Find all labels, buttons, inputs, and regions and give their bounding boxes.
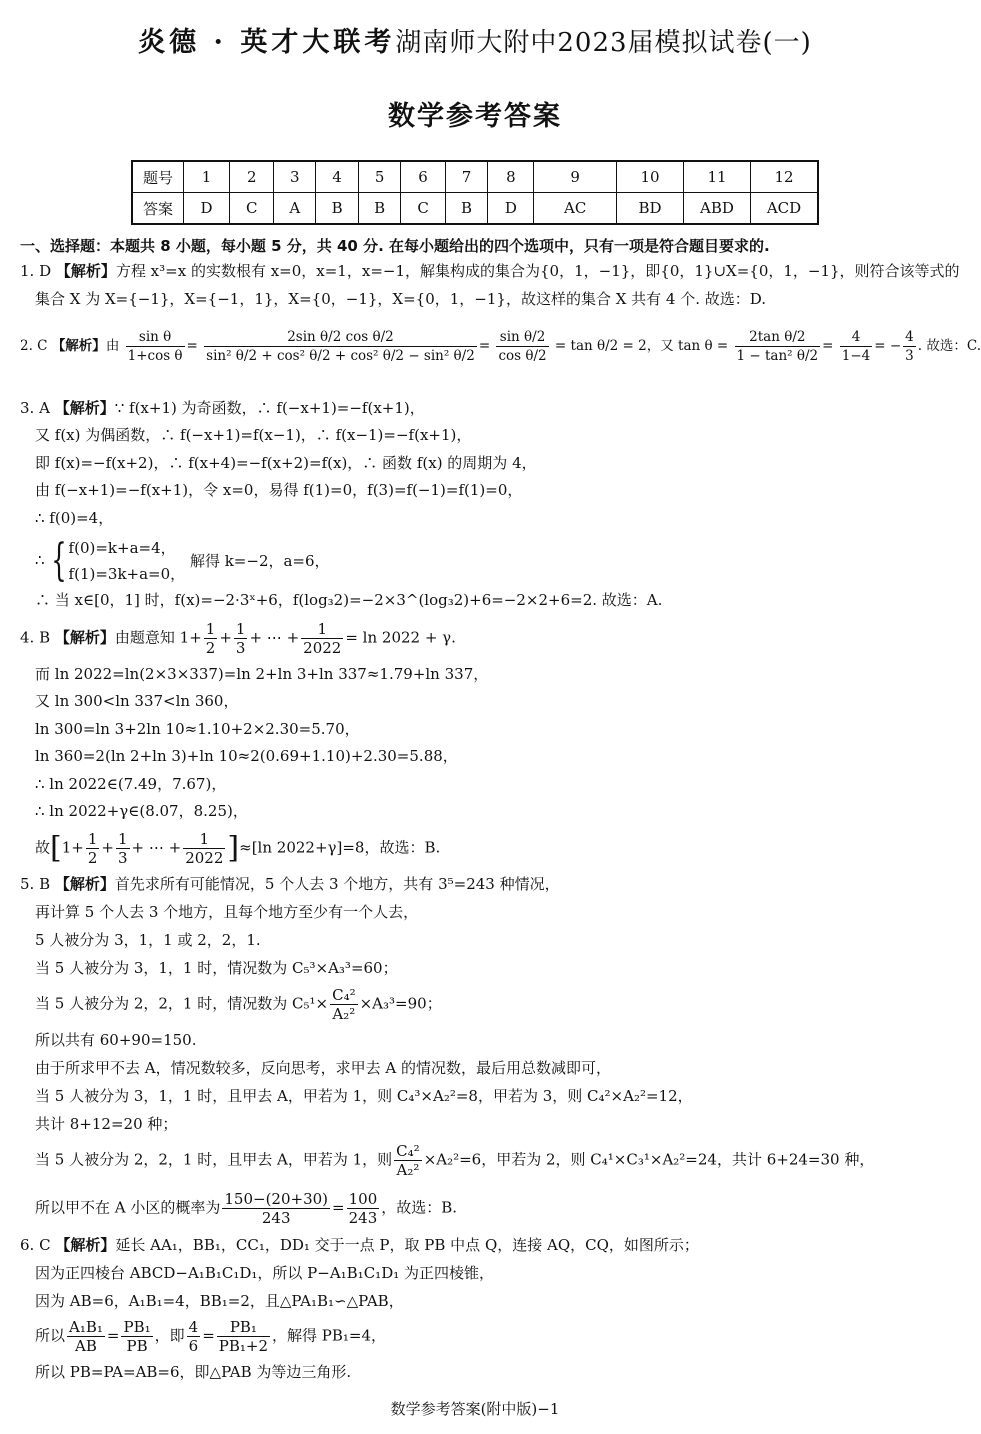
q2-fraction-3 [496, 328, 548, 365]
q5-l11-prefix: 所以甲不在 A 小区的概率为 [35, 1198, 221, 1217]
q6-l4-mid: ，即 [154, 1326, 185, 1345]
number-cell: 10 [617, 161, 684, 193]
question-number-row [132, 161, 818, 193]
q4-harmonic-1b [86, 830, 100, 867]
page-subtitle: 数学参考答案 [388, 101, 562, 132]
brand-name: 炎德 · 英才大联考 [138, 27, 396, 58]
q5-text-9: 共计 8+12=20 种； [35, 1115, 178, 1133]
q2-fraction-4 [735, 328, 821, 365]
equation-system [69, 535, 186, 587]
answer-table [131, 160, 819, 225]
q3-system [35, 535, 330, 587]
answer-cell: ABD [684, 193, 751, 225]
denominator: 2022 [303, 639, 342, 657]
q5-text-7: 由于所求甲不去 A，情况数较多，反向思考，求甲去 A 的情况数，最后用总数减即可， [35, 1059, 611, 1077]
denominator: 1+cos θ [127, 348, 183, 364]
numerator: 4 [840, 328, 873, 347]
q2-middle: = tan θ/2 = 2，又 tan θ = [554, 338, 729, 354]
numerator: 1 [301, 620, 343, 639]
denominator: 243 [348, 1209, 378, 1227]
q4-tail: = ln 2022 + γ. [345, 628, 456, 647]
q6-line-1 [20, 1235, 699, 1255]
number-cell: 6 [401, 161, 445, 193]
answer-cell: A [274, 193, 316, 225]
analysis-tag: 【解析】 [55, 1236, 116, 1254]
q5-l11-tail: ，故选：B. [381, 1198, 458, 1217]
denominator: 3 [905, 348, 914, 364]
numerator: 2tan θ/2 [735, 328, 821, 347]
q6-l4-tail: ，解得 PB₁=4， [272, 1326, 387, 1345]
denominator: 2022 [185, 849, 224, 867]
number-cell: 4 [316, 161, 359, 193]
q6-fraction-2 [121, 1318, 152, 1355]
q4-l8-tail: ≈[ln 2022+γ]=8，故选：B. [239, 838, 441, 857]
q5-l10-tail: ×A₂²=6，甲若为 2，则 C₄¹×C₃¹×A₂²=24，共计 6+24=30 种， [423, 1150, 875, 1169]
numerator: sin θ [126, 328, 185, 347]
q2-number: 2. C [20, 338, 48, 354]
numerator: A₁B₁ [69, 1318, 103, 1336]
q5-text-3: 5 人被分为 3，1，1 或 2，2，1. [35, 931, 261, 949]
q4-harmonic-1 [204, 620, 218, 657]
q2-prefix: 由 [105, 338, 120, 354]
numerator: 150−(20+30) [224, 1190, 329, 1208]
q3-solve: 解得 k=−2，a=6， [189, 552, 330, 570]
q5-text-2: 再计算 5 个人去 3 个地方，且每个地方至少有一个人去， [35, 903, 419, 921]
analysis-tag: 【解析】 [55, 262, 116, 280]
q5-l10-prefix: 当 5 人被分为 2，2，1 时，且甲去 A，甲若为 1，则 [35, 1150, 393, 1169]
q3-number: 3. A [20, 399, 50, 417]
q2-line: 2. C 【解析】由 $\frac{\text{sin θ}}{\text{1+cos θ}}$ = $\frac{\text{2sin θ/2 cos θ/2}}{\text{sin² θ/2 + cos² θ/2 + cos² θ/2 − sin² θ/2}}$ = $\frac{\text{sin θ/2}}{\text{cos θ/2}}$ = tan θ/2 = 2，又 tan θ = $\frac{\text{2tan θ/2}}{\text{1 − tan² θ/2}}$ = $\frac{4}{1-4}$ = − $\frac{4}{3}$ . 故选：C. [20, 329, 981, 364]
q1-number: 1. D [20, 262, 52, 280]
q4-text-5: ln 360=2(ln 2+ln 3)+ln 10≈2(0.69+1.10)+2.30=5.88， [35, 747, 458, 765]
q4-text-4: ln 300=ln 3+2ln 10≈1.10+2×2.30=5.70， [35, 720, 360, 738]
q5-text-8: 当 5 人被分为 3，1，1 时，且甲去 A，甲若为 1，则 C₄³×A₂²=8，甲若为 3，则 C₄²×A₂²=12， [35, 1087, 693, 1105]
numerator: 1 [205, 620, 216, 638]
denominator: A₂² [396, 1161, 420, 1179]
q5-fraction-2 [394, 1142, 422, 1179]
q1-text-1: 方程 x³=x 的实数根有 x=0，x=1，x=−1，解集构成的集合为{0，1，−1}，即{0，1}∪X={0，1，−1}，则符合该等式的 [115, 262, 960, 280]
right-bracket: ] [227, 830, 240, 866]
q4-text-3: 又 ln 300<ln 337<ln 360， [35, 692, 239, 710]
number-cell: 9 [534, 161, 617, 193]
answer-cell: B [316, 193, 359, 225]
q4-ellipsis-b: + ⋯ + [131, 838, 182, 857]
number-cell: 5 [358, 161, 401, 193]
denominator: PB₁+2 [218, 1337, 269, 1355]
left-brace: { [50, 535, 67, 586]
denominator: 3 [235, 639, 246, 657]
q5-line-11 [35, 1190, 457, 1227]
numerator: C₄² [332, 986, 356, 1004]
q4-prefix: 由题意知 1+ [114, 628, 202, 647]
denominator: sin² θ/2 + cos² θ/2 + cos² θ/2 − sin² θ/2 [206, 348, 475, 364]
analysis-tag: 【解析】 [51, 338, 106, 354]
q4-text-2: 而 ln 2022=ln(2×3×337)=ln 2+ln 3+ln 337≈1.79+ln 337， [35, 665, 489, 683]
q5-fraction-3 [222, 1190, 330, 1227]
numerator: 100 [348, 1190, 378, 1208]
q4-text-7: ∴ ln 2022+γ∈(8.07，8.25)， [35, 802, 248, 820]
q4-number: 4. B [20, 628, 51, 647]
number-cell: 3 [274, 161, 316, 193]
denominator: PB [126, 1337, 148, 1355]
q3-text-5: ∴ f(0)=4， [35, 509, 114, 527]
numerator: PB₁ [217, 1318, 270, 1337]
q3-text-3: 即 f(x)=−f(x+2)，∴ f(x+4)=−f(x+2)=f(x)，∴ 函数 f(x) 的周期为 4， [35, 454, 537, 472]
q4-line-1: 4. B 【解析】由题意知 1+ $\frac{1}{2}$ + $\frac{1}{3}$ + ⋯ + $\frac{1}{2022}$ = ln 2022 + γ. [20, 620, 456, 657]
answer-cell: C [230, 193, 274, 225]
q4-harmonic-3b [183, 830, 225, 867]
q2-fraction-5 [840, 328, 873, 365]
denominator: 2 [87, 849, 98, 867]
answer-cell: B [358, 193, 401, 225]
q3-text-7: ∴ 当 x∈[0，1] 时，f(x)=−2·3ˣ+6，f(log₃2)=−2×3^(log₃2)+6=−2×2+6=2. 故选：A. [35, 591, 663, 609]
q6-text-3: 因为 AB=6，A₁B₁=4，BB₁=2，且△PA₁B₁∽△PAB， [35, 1292, 404, 1310]
q4-ellipsis: + ⋯ + [249, 628, 300, 647]
q5-text-4: 当 5 人被分为 3，1，1 时，情况数为 C₅³×A₃³=60； [35, 959, 398, 977]
q3-text-2: 又 f(x) 为偶函数，∴ f(−x+1)=f(x−1)，∴ f(x−1)=−f(x+1)， [35, 426, 472, 444]
exam-name: 湖南师大附中2023届模拟试卷(一) [395, 28, 812, 58]
q4-text-6: ∴ ln 2022∈(7.49，7.67)， [35, 775, 227, 793]
q6-l4-prefix: 所以 [35, 1326, 66, 1345]
left-bracket: [ [50, 830, 62, 866]
q3-line-1 [20, 398, 425, 418]
q4-harmonic-2b [116, 830, 130, 867]
number-cell: 7 [445, 161, 488, 193]
q6-number: 6. C [20, 1236, 51, 1254]
q5-text-6: 所以共有 60+90=150. [35, 1031, 197, 1049]
answer-cell: B [445, 193, 488, 225]
denominator: 243 [261, 1209, 291, 1227]
q2-fraction-6 [903, 328, 916, 365]
q5-l5-tail: ×A₃³=90； [359, 994, 442, 1013]
numerator: 2sin θ/2 cos θ/2 [204, 328, 477, 347]
numerator: 1 [117, 830, 128, 848]
number-cell: 12 [751, 161, 819, 193]
equation-2: f(1)=3k+a=0， [68, 565, 186, 583]
q4-l8-prefix: 故 [35, 838, 51, 857]
row-label-number: 题号 [132, 161, 184, 193]
q3-text-1: ∵ f(x+1) 为奇函数，∴ f(−x+1)=−f(x+1)， [114, 399, 425, 417]
q2-fraction-1 [126, 328, 185, 365]
q6-fraction-3 [187, 1318, 201, 1355]
q1-text-2: 集合 X 为 X={−1}，X={−1，1}，X={0，−1}，X={0，1，−1}，故这样的集合 X 共有 4 个. 故选：D. [35, 290, 767, 308]
q6-fraction-4 [217, 1318, 270, 1355]
analysis-tag: 【解析】 [54, 399, 115, 417]
q5-line-5 [35, 986, 442, 1023]
denominator: cos θ/2 [498, 348, 547, 364]
section-heading: 一、选择题：本题共 8 小题，每小题 5 分，共 40 分. 在每小题给出的四个选项中，只有一项是符合题目要求的. [20, 237, 770, 255]
q6-text-5: 所以 PB=PA=AB=6，即△PAB 为等边三角形. [35, 1363, 352, 1381]
answer-cell: D [184, 193, 230, 225]
answer-cell: D [488, 193, 534, 225]
page-footer: 数学参考答案(附中版)−1 [390, 1400, 560, 1418]
q5-l11-mid: = [332, 1198, 345, 1217]
q6-line-4: 所以 $\frac{\text{A₁B₁}}{AB}$ = $\frac{\text{PB₁}}{PB}$ ，即 $\frac{4}{6}$ = $\frac{\text{PB₁}}{\text{PB₁+2}}$ ，解得 PB₁=4， [35, 1318, 387, 1355]
q5-fraction-4 [347, 1190, 380, 1227]
denominator: 1 − tan² θ/2 [736, 348, 819, 364]
answer-cell: AC [534, 193, 617, 225]
q2-fraction-2 [204, 328, 477, 365]
q2-end: . 故选：C. [917, 338, 981, 354]
q6-fraction-1 [67, 1318, 105, 1355]
numerator: 4 [905, 329, 914, 345]
q5-line-1 [20, 874, 560, 894]
number-cell: 2 [230, 161, 274, 193]
q6-text-1: 延长 AA₁，BB₁，CC₁，DD₁ 交于一点 P，取 PB 中点 Q，连接 AQ，CQ，如图所示； [115, 1236, 699, 1254]
denominator: AB [75, 1337, 97, 1355]
denominator: 3 [117, 849, 128, 867]
row-label-answer: 答案 [132, 193, 184, 225]
q5-fraction-1 [330, 986, 358, 1023]
numerator: 4 [188, 1318, 199, 1336]
answer-cell: BD [617, 193, 684, 225]
answer-cell: C [401, 193, 445, 225]
equation-1: f(0)=k+a=4， [68, 539, 176, 557]
denominator: 6 [188, 1337, 199, 1355]
denominator: 2 [205, 639, 216, 657]
therefore-symbol: ∴ [35, 551, 45, 569]
q6-text-2: 因为正四棱台 ABCD−A₁B₁C₁D₁，所以 P−A₁B₁C₁D₁ 为正四棱锥， [35, 1264, 494, 1282]
numerator: 1 [235, 620, 246, 638]
q1-line-1 [20, 261, 960, 281]
q4-line-8: 故[1+ $\frac{1}{2}$ + $\frac{1}{3}$ + ⋯ + $\frac{1}{2022}$ ]≈[ln 2022+γ]=8，故选：B. [35, 830, 441, 867]
analysis-tag: 【解析】 [54, 875, 115, 893]
q5-l5-prefix: 当 5 人被分为 2，2，1 时，情况数为 C₅¹× [35, 994, 329, 1013]
number-cell: 11 [684, 161, 751, 193]
numerator: sin θ/2 [496, 328, 548, 347]
denominator: 1−4 [841, 348, 871, 364]
analysis-tag: 【解析】 [54, 628, 115, 647]
q3-text-4: 由 f(−x+1)=−f(x+1)，令 x=0，易得 f(1)=0，f(3)=f(−1)=f(1)=0， [35, 481, 523, 499]
q2-neg: = − [874, 338, 902, 354]
numerator: 1 [183, 830, 225, 849]
numerator: PB₁ [123, 1318, 151, 1336]
answer-row [132, 193, 818, 225]
numerator: C₄² [396, 1142, 420, 1160]
q5-line-10 [35, 1142, 874, 1179]
denominator: A₂² [332, 1005, 356, 1023]
q5-text-1: 首先求所有可能情况，5 个人去 3 个地方，共有 3⁵=243 种情况， [114, 875, 560, 893]
q4-harmonic-2 [234, 620, 248, 657]
exam-title [0, 20, 950, 59]
answer-cell: ACD [751, 193, 819, 225]
q4-harmonic-3 [301, 620, 343, 657]
number-cell: 1 [184, 161, 230, 193]
number-cell: 8 [488, 161, 534, 193]
numerator: 1 [87, 830, 98, 848]
q5-number: 5. B [20, 875, 51, 893]
